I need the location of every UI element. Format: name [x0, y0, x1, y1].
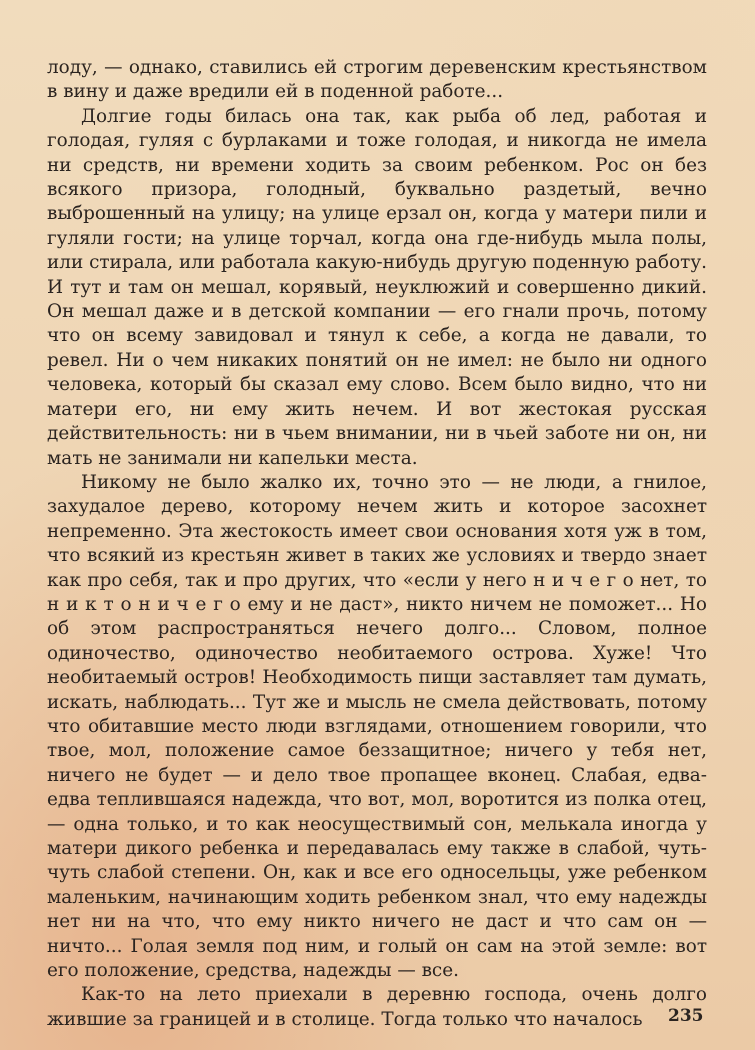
paragraph-continuation: лоду, — однако, ставились ей строгим деревенским крестьянством в вину и даже вредили ей в поденной работе... — [47, 57, 707, 103]
paragraph: Никому не было жалко их, точно это — не люди, а гнилое, захудалое дерево, которому нечем жить и которое засохнет непременно. Эта жестокость имеет свои основания хотя уж в том, что всякий из крестьян живет в таких же условиях и твердо знает как про себя, так и про других, что «если у него н и ч е г о нет, то н и к т о н и ч е г о ему и не даст», никто ничем не поможет... Но об этом распространяться нечего долго... Словом, полное одиночество, одиночество необитаемого острова. Хуже! Что необитаемый остров! Необходимость пищи заставляет там думать, искать, наблюдать... Тут же и мысль не смела действовать, потому что обитавшие место люди взглядами, отношением говорили, что твое, мол, положение самое беззащитное; ничего у тебя нет, ничего не будет — и дело твое пропащее вконец. Слабая, едва-едва теплившаяся надежда, что вот, мол, воротится из полка отец, — одна только, и то как неосуществимый сон, мелькала иногда у матери дикого ребенка и передавалась ему также в слабой, чуть-чуть слабой степени. Он, как и все его односельцы, уже ребенком маленьким, начинающим ходить ребенком знал, что ему надежды нет ни на что, что ему никто ничего не даст и что сам он — ничто... Голая земля под ним, и голый он сам на этой земле: вот его положение, средства, надежды — все. — [47, 471, 707, 982]
paragraph: Как-то на лето приехали в деревню господа, очень долго жившие за границей и в столице. Тогда только что началось — [47, 984, 707, 1030]
page-text — [47, 56, 707, 1032]
page-number: 235 — [668, 1006, 704, 1026]
paragraph: Долгие годы билась она так, как рыба об лед, работая и голодая, гуляя с бурлаками и тоже голодая, и никогда не имела ни средств, ни времени ходить за своим ребенком. Рос он без всякого призора, голодный, буквально раздетый, вечно выброшенный на улицу; на улице ерзал он, когда у матери пили и гуляли гости; на улице торчал, когда она где-нибудь мыла полы, или стирала, или работала какую-нибудь другую поденную работу. И тут и там он мешал, корявый, неуклюжий и совершенно дикий. Он мешал даже и в детской компании — его гнали прочь, потому что он всему завидовал и тянул к себе, а когда не давали, то ревел. Ни о чем никаких понятий он не имел: не было ни одного человека, который бы сказал ему слово. Всем было видно, что ни матери его, ни ему жить нечем. И вот жестокая русская действительность: ни в чьем внимании, ни в чьей заботе ни он, ни мать не занимали ни капельки места. — [47, 105, 707, 469]
